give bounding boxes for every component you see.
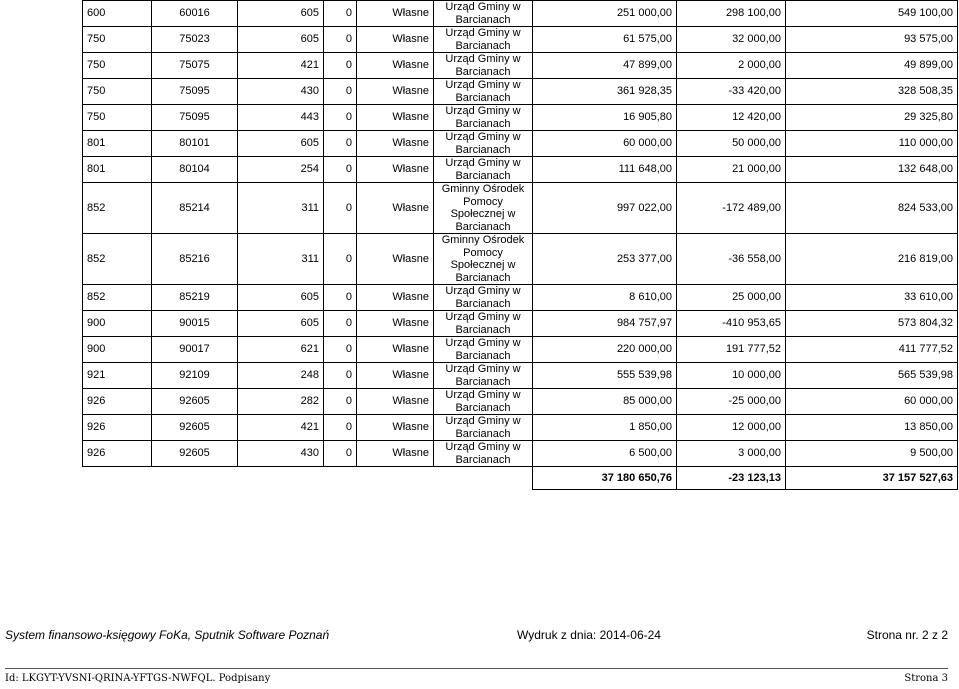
cell-zadanie: 0 <box>324 389 357 415</box>
cell-kwota-1: 997 022,00 <box>533 183 677 234</box>
table-row <box>83 27 958 53</box>
cell-rodzaj: Własne <box>357 441 434 467</box>
cell-paragraf: 421 <box>238 53 324 79</box>
cell-dzial: 801 <box>83 157 152 183</box>
cell-jednostka: Urząd Gminy w Barcianach <box>434 105 533 131</box>
cell-paragraf: 605 <box>238 1 324 27</box>
cell-paragraf: 605 <box>238 131 324 157</box>
cell-kwota-2: -36 558,00 <box>677 234 786 285</box>
cell-kwota-2: 298 100,00 <box>677 1 786 27</box>
cell-paragraf: 311 <box>238 234 324 285</box>
cell-rodzaj: Własne <box>357 285 434 311</box>
cell-kwota-3: 33 610,00 <box>786 285 958 311</box>
footer-page-number: Strona nr. 2 z 2 <box>866 628 948 642</box>
cell-zadanie: 0 <box>324 363 357 389</box>
cell-kwota-3: 60 000,00 <box>786 389 958 415</box>
cell-dzial: 600 <box>83 1 152 27</box>
cell-dzial: 750 <box>83 53 152 79</box>
cell-kwota-3: 411 777,52 <box>786 337 958 363</box>
cell-zadanie: 0 <box>324 27 357 53</box>
table-row <box>83 157 958 183</box>
table-row <box>83 234 958 285</box>
cell-kwota-1: 361 928,35 <box>533 79 677 105</box>
cell-zadanie: 0 <box>324 105 357 131</box>
table-row <box>83 337 958 363</box>
cell-kwota-1: 47 899,00 <box>533 53 677 79</box>
cell-kwota-3: 29 325,80 <box>786 105 958 131</box>
budget-table <box>82 0 958 490</box>
total-kwota-1: 37 180 650,76 <box>533 467 677 490</box>
cell-kwota-3: 9 500,00 <box>786 441 958 467</box>
cell-jednostka: Urząd Gminy w Barcianach <box>434 53 533 79</box>
cell-rodzaj: Własne <box>357 183 434 234</box>
cell-rozdzial: 75095 <box>152 105 238 131</box>
cell-rodzaj: Własne <box>357 363 434 389</box>
cell-paragraf: 621 <box>238 337 324 363</box>
cell-dzial: 921 <box>83 363 152 389</box>
cell-kwota-2: 191 777,52 <box>677 337 786 363</box>
table-row <box>83 311 958 337</box>
cell-jednostka: Urząd Gminy w Barcianach <box>434 27 533 53</box>
cell-kwota-3: 328 508,35 <box>786 79 958 105</box>
cell-kwota-1: 16 905,80 <box>533 105 677 131</box>
table-row <box>83 183 958 234</box>
cell-rodzaj: Własne <box>357 105 434 131</box>
cell-jednostka: Urząd Gminy w Barcianach <box>434 1 533 27</box>
cell-paragraf: 430 <box>238 441 324 467</box>
cell-jednostka: Urząd Gminy w Barcianach <box>434 311 533 337</box>
cell-jednostka: Urząd Gminy w Barcianach <box>434 441 533 467</box>
cell-jednostka: Gminny Ośrodek Pomocy Społecznej w Barcianach <box>434 234 533 285</box>
cell-kwota-2: 32 000,00 <box>677 27 786 53</box>
cell-kwota-3: 49 899,00 <box>786 53 958 79</box>
cell-rozdzial: 75023 <box>152 27 238 53</box>
cell-kwota-2: 12 420,00 <box>677 105 786 131</box>
cell-kwota-1: 6 500,00 <box>533 441 677 467</box>
cell-kwota-1: 253 377,00 <box>533 234 677 285</box>
cell-rodzaj: Własne <box>357 234 434 285</box>
cell-dzial: 900 <box>83 337 152 363</box>
cell-kwota-1: 251 000,00 <box>533 1 677 27</box>
table-row <box>83 441 958 467</box>
footer-print-date: Wydruk z dnia: 2014-06-24 <box>517 628 661 642</box>
total-kwota-2: -23 123,13 <box>677 467 786 490</box>
cell-rozdzial: 90017 <box>152 337 238 363</box>
footer-system-name: System finansowo-księgowy FoKa, Sputnik Software Poznań <box>5 628 330 642</box>
cell-dzial: 852 <box>83 285 152 311</box>
cell-kwota-2: 21 000,00 <box>677 157 786 183</box>
table-body <box>83 1 958 490</box>
cell-kwota-1: 85 000,00 <box>533 389 677 415</box>
cell-dzial: 852 <box>83 234 152 285</box>
cell-rozdzial: 85214 <box>152 183 238 234</box>
cell-rodzaj: Własne <box>357 311 434 337</box>
cell-jednostka: Urząd Gminy w Barcianach <box>434 285 533 311</box>
cell-kwota-2: -33 420,00 <box>677 79 786 105</box>
cell-kwota-1: 8 610,00 <box>533 285 677 311</box>
cell-rozdzial: 90015 <box>152 311 238 337</box>
cell-dzial: 852 <box>83 183 152 234</box>
cell-paragraf: 430 <box>238 79 324 105</box>
cell-kwota-3: 132 648,00 <box>786 157 958 183</box>
cell-kwota-2: 50 000,00 <box>677 131 786 157</box>
cell-rodzaj: Własne <box>357 1 434 27</box>
cell-jednostka: Urząd Gminy w Barcianach <box>434 389 533 415</box>
cell-kwota-3: 549 100,00 <box>786 1 958 27</box>
cell-zadanie: 0 <box>324 234 357 285</box>
cell-dzial: 750 <box>83 79 152 105</box>
table-row <box>83 285 958 311</box>
table-row <box>83 415 958 441</box>
cell-rozdzial: 75075 <box>152 53 238 79</box>
cell-dzial: 750 <box>83 105 152 131</box>
cell-rozdzial: 75095 <box>152 79 238 105</box>
cell-kwota-2: 3 000,00 <box>677 441 786 467</box>
cell-rozdzial: 92109 <box>152 363 238 389</box>
cell-dzial: 926 <box>83 389 152 415</box>
document-page-label: Strona 3 <box>904 673 948 684</box>
cell-kwota-1: 984 757,97 <box>533 311 677 337</box>
cell-rodzaj: Własne <box>357 415 434 441</box>
cell-paragraf: 254 <box>238 157 324 183</box>
cell-zadanie: 0 <box>324 183 357 234</box>
cell-dzial: 900 <box>83 311 152 337</box>
cell-zadanie: 0 <box>324 285 357 311</box>
table-row <box>83 131 958 157</box>
cell-zadanie: 0 <box>324 415 357 441</box>
cell-zadanie: 0 <box>324 441 357 467</box>
cell-rozdzial: 92605 <box>152 415 238 441</box>
cell-rodzaj: Własne <box>357 27 434 53</box>
cell-paragraf: 421 <box>238 415 324 441</box>
cell-dzial: 926 <box>83 441 152 467</box>
cell-kwota-2: -25 000,00 <box>677 389 786 415</box>
cell-jednostka: Gminny Ośrodek Pomocy Społecznej w Barcianach <box>434 183 533 234</box>
table-row <box>83 53 958 79</box>
cell-kwota-1: 111 648,00 <box>533 157 677 183</box>
cell-rodzaj: Własne <box>357 131 434 157</box>
cell-kwota-3: 13 850,00 <box>786 415 958 441</box>
cell-kwota-2: 25 000,00 <box>677 285 786 311</box>
totals-spacer <box>83 467 533 490</box>
cell-zadanie: 0 <box>324 1 357 27</box>
cell-kwota-1: 555 539,98 <box>533 363 677 389</box>
cell-zadanie: 0 <box>324 157 357 183</box>
cell-jednostka: Urząd Gminy w Barcianach <box>434 337 533 363</box>
cell-zadanie: 0 <box>324 131 357 157</box>
cell-kwota-1: 60 000,00 <box>533 131 677 157</box>
cell-paragraf: 605 <box>238 311 324 337</box>
table-row <box>83 1 958 27</box>
cell-kwota-2: -172 489,00 <box>677 183 786 234</box>
cell-jednostka: Urząd Gminy w Barcianach <box>434 415 533 441</box>
cell-rodzaj: Własne <box>357 337 434 363</box>
cell-kwota-1: 61 575,00 <box>533 27 677 53</box>
cell-kwota-2: 12 000,00 <box>677 415 786 441</box>
totals-row <box>83 467 958 490</box>
cell-kwota-2: -410 953,65 <box>677 311 786 337</box>
cell-paragraf: 248 <box>238 363 324 389</box>
cell-zadanie: 0 <box>324 79 357 105</box>
document-id-line <box>5 673 948 687</box>
cell-kwota-1: 1 850,00 <box>533 415 677 441</box>
cell-jednostka: Urząd Gminy w Barcianach <box>434 363 533 389</box>
cell-paragraf: 282 <box>238 389 324 415</box>
cell-paragraf: 605 <box>238 27 324 53</box>
cell-kwota-3: 565 539,98 <box>786 363 958 389</box>
footer-divider <box>5 668 948 669</box>
cell-paragraf: 311 <box>238 183 324 234</box>
cell-kwota-1: 220 000,00 <box>533 337 677 363</box>
cell-rozdzial: 80104 <box>152 157 238 183</box>
cell-rozdzial: 92605 <box>152 389 238 415</box>
cell-rodzaj: Własne <box>357 389 434 415</box>
cell-zadanie: 0 <box>324 311 357 337</box>
cell-jednostka: Urząd Gminy w Barcianach <box>434 79 533 105</box>
cell-rodzaj: Własne <box>357 79 434 105</box>
total-kwota-3: 37 157 527,63 <box>786 467 958 490</box>
cell-kwota-3: 216 819,00 <box>786 234 958 285</box>
cell-jednostka: Urząd Gminy w Barcianach <box>434 157 533 183</box>
cell-rozdzial: 60016 <box>152 1 238 27</box>
cell-kwota-2: 10 000,00 <box>677 363 786 389</box>
cell-kwota-3: 824 533,00 <box>786 183 958 234</box>
cell-jednostka: Urząd Gminy w Barcianach <box>434 131 533 157</box>
page-footer <box>5 628 950 646</box>
cell-rozdzial: 92605 <box>152 441 238 467</box>
cell-dzial: 750 <box>83 27 152 53</box>
cell-rozdzial: 80101 <box>152 131 238 157</box>
cell-kwota-3: 110 000,00 <box>786 131 958 157</box>
cell-dzial: 926 <box>83 415 152 441</box>
cell-zadanie: 0 <box>324 53 357 79</box>
cell-zadanie: 0 <box>324 337 357 363</box>
cell-rozdzial: 85219 <box>152 285 238 311</box>
table-row <box>83 389 958 415</box>
cell-kwota-2: 2 000,00 <box>677 53 786 79</box>
cell-kwota-3: 93 575,00 <box>786 27 958 53</box>
table-row <box>83 363 958 389</box>
cell-paragraf: 605 <box>238 285 324 311</box>
cell-paragraf: 443 <box>238 105 324 131</box>
cell-rodzaj: Własne <box>357 157 434 183</box>
cell-kwota-3: 573 804,32 <box>786 311 958 337</box>
table-row <box>83 79 958 105</box>
document-id: Id: LKGYT-YVSNI-QRINA-YFTGS-NWFQL. Podpisany <box>5 673 271 684</box>
cell-dzial: 801 <box>83 131 152 157</box>
cell-rozdzial: 85216 <box>152 234 238 285</box>
table-row <box>83 105 958 131</box>
cell-rodzaj: Własne <box>357 53 434 79</box>
